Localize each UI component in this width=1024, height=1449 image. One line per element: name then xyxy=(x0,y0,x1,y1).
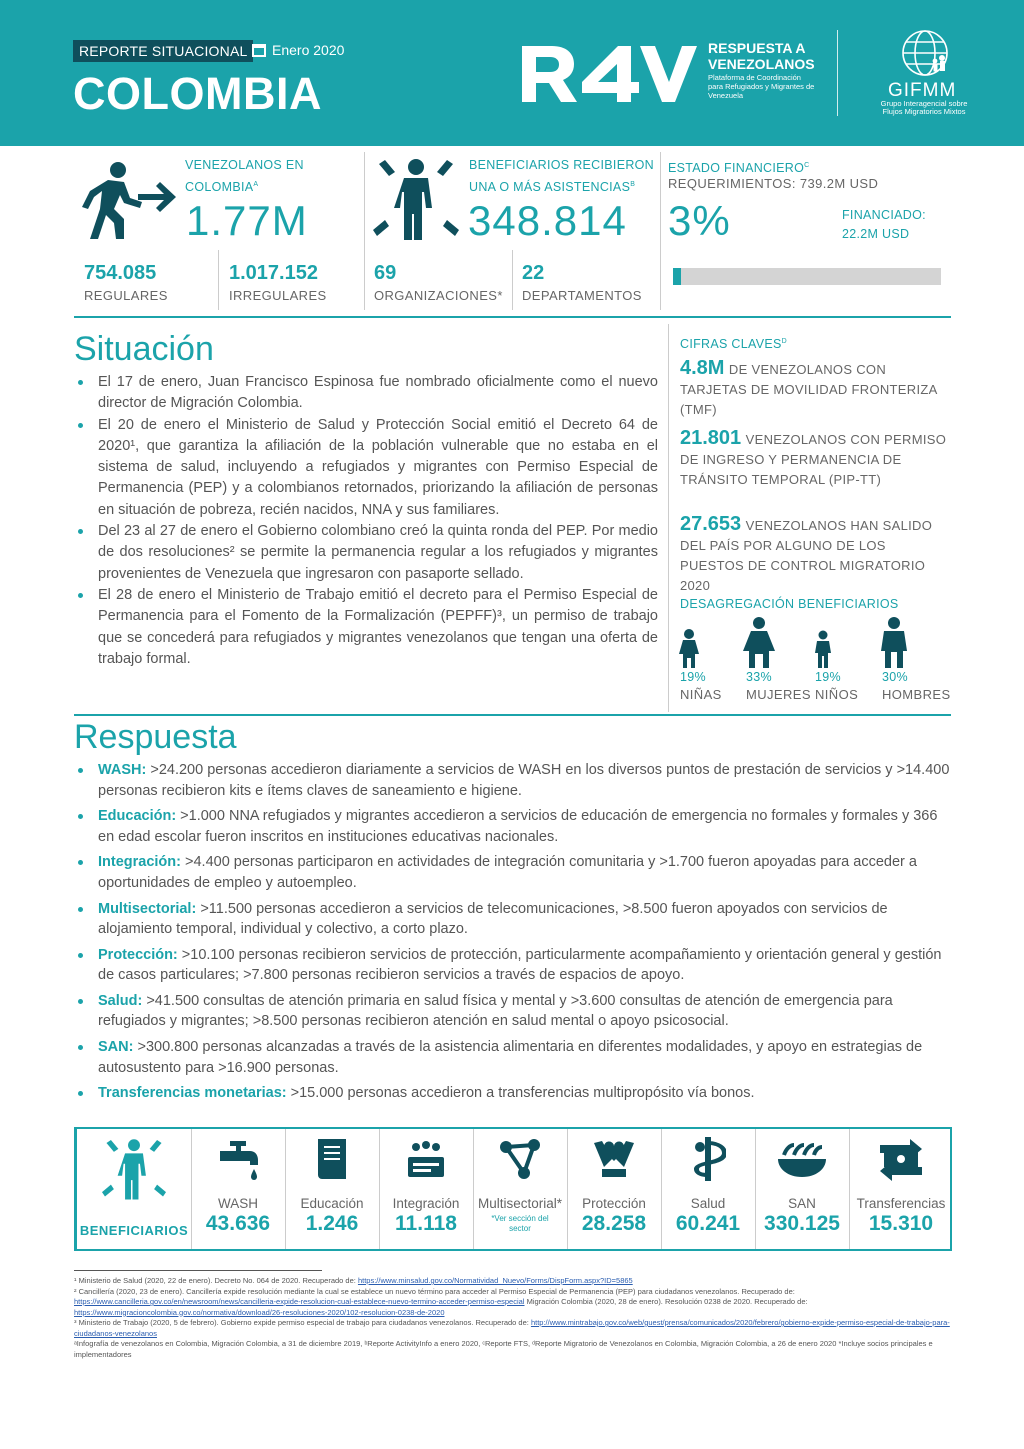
water-tap-icon xyxy=(216,1137,260,1181)
respuesta-item xyxy=(74,1037,954,1078)
respuesta-key: Multisectorial: xyxy=(98,900,197,917)
situacion-item: Del 23 al 27 de enero el Gobierno colombiano creó la quinta ronda del PEP. Por medio de dos resoluciones² se permite la permanencia regular a los refugiados y migrantes provenientes de Venezuela que ingresaron con pasaporte sellado. xyxy=(74,521,658,585)
sector-label: Educación xyxy=(300,1196,364,1211)
sector-note: *Ver sección del sector xyxy=(491,1214,549,1233)
footnote-link[interactable]: https://www.migracioncolombia.gov.co/normativa/download/26-resoluciones-2020/102-resolucion-0238-de-2020 xyxy=(74,1307,445,1317)
footnote-link[interactable]: http://www.mintrabajo.gov.co/web/guest/prensa/comunicados/2020/febrero/gobierno-expide-permiso-especial-de-trabajo-para-ciudadanos-venezolanos xyxy=(74,1318,950,1338)
sector-label: Protección xyxy=(582,1196,646,1211)
financiado-label: FINANCIADO: xyxy=(842,208,926,222)
footnote-3 xyxy=(74,1318,954,1339)
sector-value: 60.241 xyxy=(675,1212,741,1235)
venezolanos-label-text: VENEZOLANOS EN COLOMBIA xyxy=(185,158,304,195)
respuesta-item xyxy=(74,991,954,1032)
respuesta-key: Educación: xyxy=(98,808,177,825)
beneficiarios-box-title: BENEFICIARIOS xyxy=(79,1223,189,1238)
cifras-title xyxy=(680,332,787,354)
section-rule xyxy=(74,714,951,716)
group-mujeres xyxy=(742,616,776,673)
sector-multisectorial xyxy=(474,1129,566,1249)
funding-progress-bar xyxy=(673,268,941,285)
estado-label-text: ESTADO FINANCIERO xyxy=(668,161,805,176)
cifra-number: 21.801 xyxy=(680,427,742,449)
venezolanos-label xyxy=(185,156,345,197)
hombres-pct: 30% xyxy=(882,670,908,684)
cifra-number: 27.653 xyxy=(680,513,742,535)
footnote-rule xyxy=(74,1270,322,1271)
respuesta-text: >24.200 personas accedieron diariamente a servicios de WASH en los diversos puntos de prestación de servicios y >14.400 personas recibieron kits e ítems claves de saneamiento e higiene. xyxy=(98,762,950,799)
hombres-label: HOMBRES xyxy=(882,687,951,702)
respuesta-item xyxy=(74,852,954,893)
sector-label: Transferencias xyxy=(856,1196,946,1211)
sector-transferencias xyxy=(850,1129,952,1249)
respuesta-key: WASH: xyxy=(98,762,147,778)
mujeres-pct: 33% xyxy=(746,670,772,684)
sector-integracion xyxy=(380,1129,472,1249)
beneficiarios-label-text: BENEFICIARIOS RECIBIERON UNA O MÁS ASISTENCIAS xyxy=(469,158,655,195)
respuesta-item xyxy=(74,1083,954,1104)
group-ninas xyxy=(678,628,722,673)
group-ninos xyxy=(812,630,834,673)
stats-divider xyxy=(660,152,661,310)
beneficiary-person-icon xyxy=(102,1137,166,1201)
gifmm-subtitle: Grupo Interagencial sobre Flujos Migratorios Mixtos xyxy=(880,99,968,116)
r4v-logo-icon xyxy=(520,42,698,106)
respuesta-key: Salud: xyxy=(98,992,143,1009)
beneficiarios-sector-box xyxy=(74,1127,952,1251)
beneficiarios-cell xyxy=(77,1129,191,1249)
ninas-label: NIÑAS xyxy=(680,687,722,702)
cash-transfer-icon xyxy=(878,1137,924,1181)
situacion-item: El 20 de enero el Ministerio de Salud y Protección Social emitió el Decreto 64 de 2020¹, que garantiza la afiliación de la población vulnerable que no estaba en el sistema de salud, incluyendo a refugiados y migrantes con Permiso Especial de Permanencia (PEP) y a colombianos retornados, priorizando la afiliación de personas en situación de pobreza, recién nacidos, NNA y sus familiares. xyxy=(74,415,658,521)
respuesta-text: >4.400 personas participaron en actividades de integración comunitaria y >1.700 fueron apoyadas para acceder a oportunidades de empleo y autoempleo. xyxy=(98,854,917,891)
sector-value: 43.636 xyxy=(205,1212,271,1235)
report-date-text: Enero 2020 xyxy=(272,42,345,58)
situacion-item: El 28 de enero el Ministerio de Trabajo emitió el decreto para el Permiso Especial de Permanencia para el Fomento de la Formalización (PEPFF)³, un permiso de trabajo que se concederá para refugiados y migrantes venezolanos que tengan una oferta de trabajo formal. xyxy=(74,585,658,670)
regulares-value: 754.085 xyxy=(84,262,157,284)
footnote-text: ³ Ministerio de Trabajo (2020, 5 de febrero). Gobierno expide permiso especial de trabajo para ciudadanos venezolanos. Recuperado de: xyxy=(74,1318,531,1327)
financiado-value: 22.2M USD xyxy=(842,227,910,241)
r4v-title: RESPUESTA A VENEZOLANOS xyxy=(708,40,815,72)
situacion-item: El 17 de enero, Juan Francisco Espinosa fue nombrado oficialmente como el nuevo director de Migración Colombia. xyxy=(74,372,658,415)
departamentos-label: DEPARTAMENTOS xyxy=(522,288,642,303)
respuesta-text: >300.800 personas alcanzadas a través de la asistencia alimentaria en diferentes modalidades, y apoyo en estrategias de autosustento para >16.900 personas. xyxy=(98,1039,923,1076)
desagregacion-title: DESAGREGACIÓN BENEFICIARIOS xyxy=(680,597,899,611)
sector-proteccion xyxy=(568,1129,660,1249)
sector-value: 15.310 xyxy=(868,1212,934,1235)
requerimientos-text: REQUERIMIENTOS: 739.2M USD xyxy=(668,176,879,191)
multisector-icon xyxy=(498,1137,542,1181)
report-date xyxy=(252,42,344,58)
book-icon xyxy=(312,1137,352,1181)
walking-person-arrow-icon xyxy=(82,160,178,240)
globe-icon xyxy=(892,28,958,78)
cifras-sup: D xyxy=(781,338,787,345)
girl-icon xyxy=(678,628,700,668)
organizaciones-label: ORGANIZACIONES* xyxy=(374,288,503,303)
respuesta-text: >15.000 personas accedieron a transferencias multipropósito vía bonos. xyxy=(286,1085,755,1102)
respuesta-text: >10.100 personas recibieron servicios de protección, particularmente acompañamiento y orientación general y gestión de casos particulares; >7.800 personas recibieron servicios a través de espacios de apoyo. xyxy=(98,946,942,984)
departamentos-value: 22 xyxy=(522,262,545,284)
ninos-pct: 19% xyxy=(815,670,841,684)
protection-icon xyxy=(592,1137,636,1181)
cifra-item xyxy=(680,513,952,596)
organizaciones-value: 69 xyxy=(374,262,397,284)
country-title: COLOMBIA xyxy=(73,68,322,119)
section-rule xyxy=(74,316,951,318)
sector-label: SAN xyxy=(788,1196,816,1211)
gifmm-label: GIFMM xyxy=(888,80,957,101)
ninas-pct: 19% xyxy=(680,670,706,684)
respuesta-key: SAN: xyxy=(98,1039,134,1056)
respuesta-list xyxy=(74,760,954,1109)
group-hombres xyxy=(878,616,910,673)
beneficiary-person-icon xyxy=(373,156,459,242)
footnote-text: ² Cancillería (2020, 23 de enero). Cancillería expide resolución mediante la cual se establece un nuevo término para acceder al Permiso Especial de Permanencia (PEP) para ciudadanos venezolanos. Recuperado de: xyxy=(74,1286,795,1296)
footnote-2 xyxy=(74,1287,954,1319)
stats-divider xyxy=(364,152,365,310)
footnote-link[interactable]: https://www.cancilleria.gov.co/en/newsroom/news/cancilleria-expide-resolucion-cual-establece-nuevo-termino-acceder-permiso-especial xyxy=(74,1297,525,1306)
sidebar-divider xyxy=(668,324,669,712)
cifra-item xyxy=(680,427,952,490)
report-type-badge: REPORTE SITUACIONAL xyxy=(73,40,253,62)
header-divider xyxy=(837,30,838,116)
sector-san xyxy=(756,1129,848,1249)
cifra-item xyxy=(680,357,952,420)
boy-icon xyxy=(812,630,834,668)
cifra-text: VENEZOLANOS HAN SALIDO DEL PAÍS POR ALGUNO DE LOS PUESTOS DE CONTROL MIGRATORIO 2020 xyxy=(680,518,933,593)
sector-label: Multisectorial* xyxy=(477,1196,563,1211)
funding-progress-fill xyxy=(673,268,681,285)
respuesta-item xyxy=(74,945,954,986)
man-icon xyxy=(878,616,910,668)
sector-value: 28.258 xyxy=(581,1212,647,1235)
footnote-4: ᵃInfografía de venezolanos en Colombia, Migración Colombia, a 31 de diciembre 2019, ᵇReporte ActivityInfo a enero 2020, ᶜReporte FTS, ᵈReporte Migratorio de Venezolanos en Colombia, Migración Colombia, a 26 de enero 2020 *Incluye socios principales e implementadores xyxy=(74,1339,933,1359)
beneficiarios-value: 348.814 xyxy=(468,197,627,244)
respuesta-text: >11.500 personas accedieron a servicios de telecomunicaciones, >8.500 fueron apoyados con servicios de alojamiento temporal, individual y colectivo, a corto plazo. xyxy=(98,900,888,938)
estado-financiero-label xyxy=(668,156,810,178)
footnote-link[interactable]: https://www.minsalud.gov.co/Normatividad_Nuevo/Forms/DispForm.aspx?ID=5865 xyxy=(357,1276,633,1285)
mujeres-label: MUJERES xyxy=(746,687,811,702)
respuesta-key: Integración: xyxy=(98,854,181,871)
sector-label: Salud xyxy=(690,1196,726,1211)
respuesta-text: >41.500 consultas de atención primaria en salud física y mental y >3.600 consultas de atención de emergencia para refugiados y migrantes; >8.500 personas recibieron atención en salud mental o apoyo psicosocial. xyxy=(98,992,893,1030)
situacion-title: Situación xyxy=(74,330,214,368)
sector-value: 330.125 xyxy=(764,1212,840,1235)
food-icon xyxy=(776,1137,828,1181)
sector-value: 1.246 xyxy=(305,1212,359,1235)
stats-subdivider xyxy=(512,250,513,310)
footnote-1 xyxy=(74,1276,954,1287)
sector-educacion xyxy=(286,1129,378,1249)
estado-sup: C xyxy=(804,162,810,169)
beneficiarios-label xyxy=(469,156,654,197)
health-icon xyxy=(690,1137,726,1181)
sector-label: Integración xyxy=(392,1196,460,1211)
calendar-icon xyxy=(252,44,266,57)
respuesta-key: Protección: xyxy=(98,946,178,963)
cifra-text: VENEZOLANOS CON PERMISO DE INGRESO Y PERMANENCIA DE TRÁNSITO TEMPORAL (PIP-TT) xyxy=(680,432,947,487)
respuesta-title: Respuesta xyxy=(74,718,237,756)
regulares-label: REGULARES xyxy=(84,288,168,303)
irregulares-value: 1.017.152 xyxy=(229,262,318,284)
cifra-text: DE VENEZOLANOS CON TARJETAS DE MOVILIDAD FRONTERIZA (TMF) xyxy=(680,362,937,417)
respuesta-item xyxy=(74,760,954,801)
venezolanos-value: 1.77M xyxy=(186,197,308,244)
cifra-number: 4.8M xyxy=(680,357,725,379)
respuesta-item xyxy=(74,806,954,847)
footnote-text: Migración Colombia (2020, 28 de enero). Resolución 0238 de 2020. Recuperado de: xyxy=(524,1297,808,1306)
irregulares-label: IRREGULARES xyxy=(229,288,327,303)
sector-salud xyxy=(662,1129,754,1249)
situacion-list xyxy=(74,372,658,670)
venezolanos-sup: A xyxy=(253,181,259,188)
integration-icon xyxy=(404,1137,448,1181)
r4v-subtitle: Plataforma de Coordinación para Refugiados y Migrantes de Venezuela xyxy=(708,73,815,100)
woman-icon xyxy=(742,616,776,668)
respuesta-key: Transferencias monetarias: xyxy=(98,1085,287,1102)
cifras-title-text: CIFRAS CLAVES xyxy=(680,337,782,352)
footnotes xyxy=(74,1276,954,1360)
respuesta-item xyxy=(74,899,954,940)
stats-subdivider xyxy=(218,250,219,310)
financiado-percent: 3% xyxy=(668,197,731,244)
ninos-label: NIÑOS xyxy=(815,687,859,702)
sector-value: 11.118 xyxy=(395,1212,457,1235)
sector-label: WASH xyxy=(218,1196,258,1211)
beneficiarios-sup: B xyxy=(630,181,636,188)
sector-wash xyxy=(192,1129,284,1249)
respuesta-text: >1.000 NNA refugiados y migrantes accedieron a servicios de educación de emergencia no formales y formales y 366 en edad escolar fueron inscritos en instituciones educativas nacionales. xyxy=(98,808,938,845)
footnote-text: ¹ Ministerio de Salud (2020, 22 de enero). Decreto No. 064 de 2020. Recuperado de: xyxy=(74,1276,358,1285)
header-banner xyxy=(0,0,1024,146)
